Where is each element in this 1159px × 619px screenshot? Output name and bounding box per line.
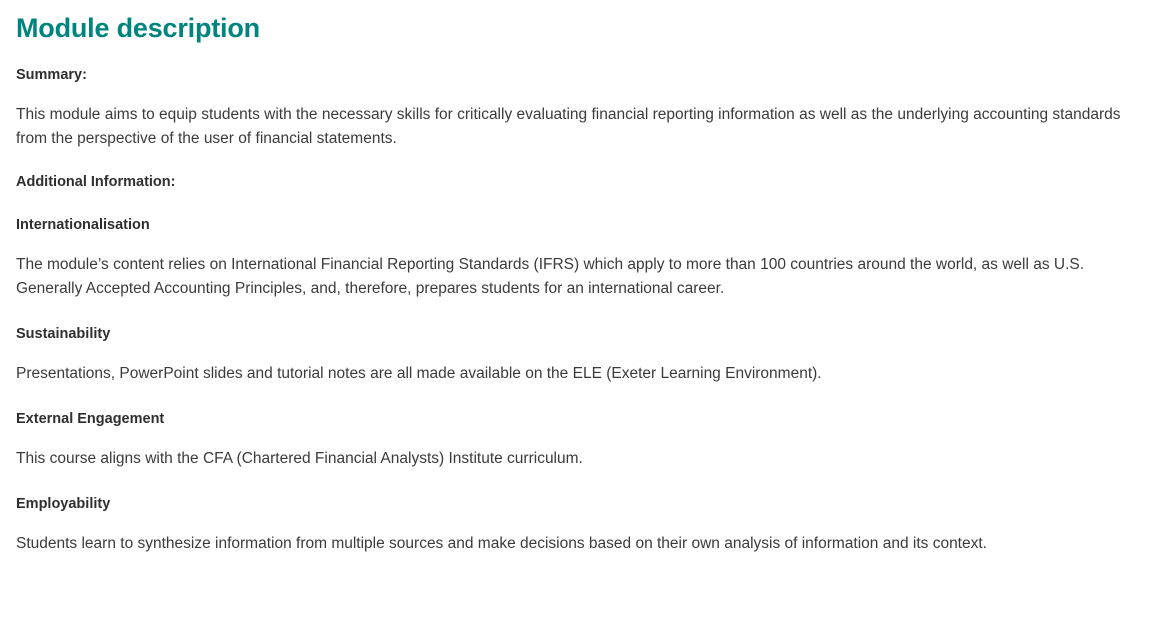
internationalisation-paragraph: The module’s content relies on International Financial Reporting Standards (IFRS) which apply to more than 100 countries around the world, as well as U.S. Generally Accepted Accounting Principles, and, therefore, prepares students for an international career. (16, 255, 1085, 297)
sustainability-heading: Sustainability (16, 325, 111, 342)
internationalisation-heading: Internationalisation (16, 217, 150, 234)
module-description-page (0, 12, 1159, 556)
employability-paragraph: Students learn to synthesize information from multiple sources and make decisions based on their own analysis of information and its context. (16, 534, 987, 552)
page-title: Module description (16, 13, 260, 43)
external-engagement-heading: External Engagement (16, 410, 165, 427)
sustainability-paragraph: Presentations, PowerPoint slides and tutorial notes are all made available on the ELE (Exeter Learning Environment). (16, 364, 822, 382)
external-engagement-paragraph: This course aligns with the CFA (Chartered Financial Analysts) Institute curriculum. (16, 449, 583, 467)
summary-paragraph: This module aims to equip students with the necessary skills for critically evaluating financial reporting information as well as the underlying accounting standards from the perspective of the user of financial statements. (16, 106, 1121, 148)
employability-heading: Employability (16, 495, 111, 512)
additional-information-heading: Additional Information: (16, 174, 176, 191)
summary-heading: Summary: (16, 67, 87, 84)
